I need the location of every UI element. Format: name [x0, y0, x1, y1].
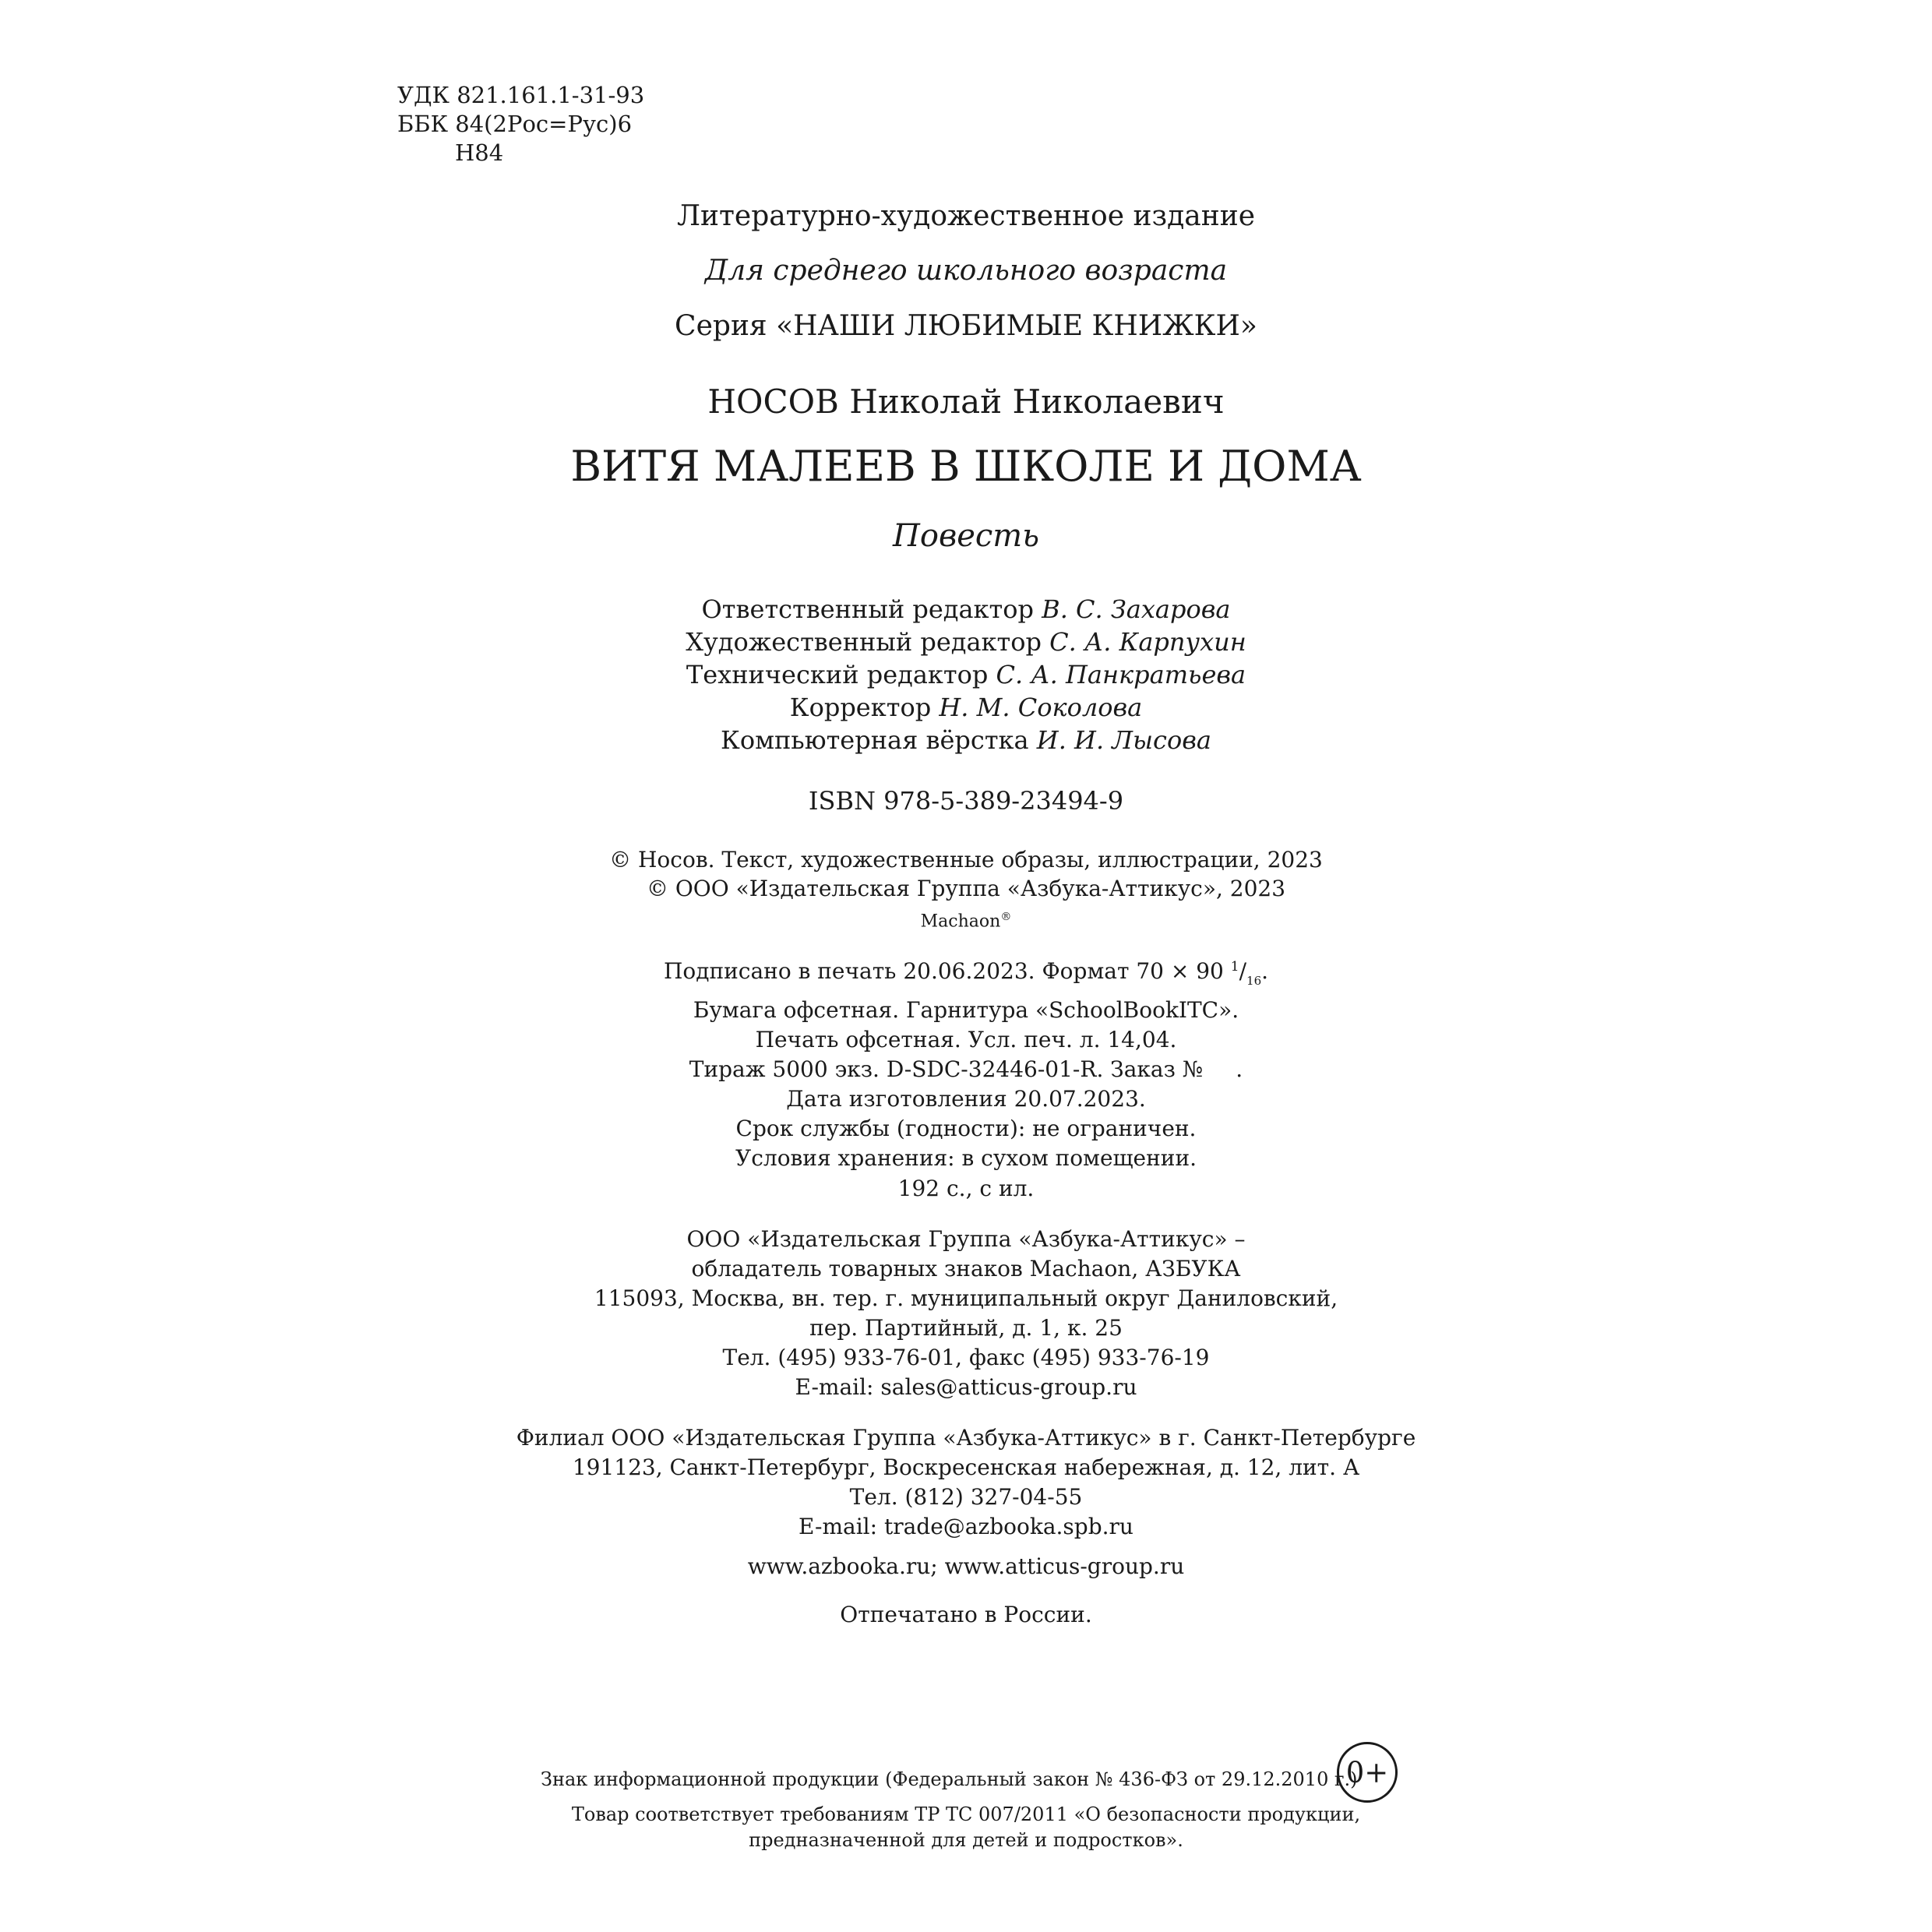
author-name: НОСОВ Николай Николаевич: [707, 383, 1225, 421]
brand-name: Machaon: [920, 911, 1001, 932]
credit-line: [0, 626, 1932, 658]
isbn: ISBN 978-5-389-23494-9: [808, 786, 1124, 816]
credit-person: С. А. Карпухин: [1049, 627, 1246, 657]
shelf-life-line: Срок службы (годности): не ограничен.: [735, 1116, 1197, 1141]
tr-compliance: [0, 1802, 1932, 1853]
copyright-block: [0, 845, 1932, 936]
credit-person: С. А. Панкратьева: [996, 660, 1246, 689]
publisher-address: пер. Партийный, д. 1, к. 25: [809, 1315, 1123, 1341]
paper-line: Бумага офсетная. Гарнитура «SchoolBookITC».: [693, 997, 1239, 1023]
age-group: Для среднего школьного возраста: [704, 255, 1228, 287]
credit-person: В. С. Захарова: [1042, 594, 1231, 624]
publisher-email: E-mail: sales@atticus-group.ru: [795, 1374, 1137, 1400]
format-denominator: 16: [1246, 974, 1262, 988]
series-name: Серия «НАШИ ЛЮБИМЫЕ КНИЖКИ»: [675, 310, 1257, 342]
credits-list: [0, 593, 1932, 756]
publisher-block: [0, 1225, 1932, 1402]
storage-line: Условия хранения: в сухом помещении.: [735, 1145, 1197, 1171]
branch-block: [0, 1423, 1932, 1542]
signed-line: Подписано в печать 20.06.2023. Формат 70 × 90 $^1/_{16}$.: [663, 958, 1269, 988]
format-numerator: 1: [1230, 959, 1239, 975]
credit-role: Художественный редактор: [686, 627, 1042, 657]
udk-code: УДК 821.161.1-31-93: [397, 82, 645, 108]
age-rating-badge: 0+: [1337, 1742, 1398, 1803]
print-line: Печать офсетная. Усл. печ. л. 14,04.: [755, 1027, 1177, 1052]
credit-line: [0, 724, 1932, 756]
bbk-code: ББК 84(2Рос=Рус)6: [397, 111, 633, 137]
publisher-line: обладатель товарных знаков Machaon, АЗБУКА: [691, 1256, 1241, 1282]
registered-mark: ®: [1000, 911, 1012, 923]
page-count: 192 с., с ил.: [897, 1176, 1035, 1201]
print-info-block: [0, 952, 1932, 1173]
websites: www.azbooka.ru; www.atticus-group.ru: [747, 1553, 1185, 1579]
run-text: Тираж 5000 экз. D-SDC-32446-01-R. Заказ №: [689, 1056, 1204, 1082]
book-title: ВИТЯ МАЛЕЕВ В ШКОЛЕ И ДОМА: [570, 442, 1362, 491]
credit-line: [0, 593, 1932, 626]
credit-line: [0, 658, 1932, 691]
signed-text: Подписано в печать 20.06.2023. Формат 70 × 90: [663, 958, 1224, 984]
publisher-line: ООО «Издательская Группа «Азбука-Аттикус» –: [686, 1226, 1246, 1252]
credit-line: [0, 691, 1932, 724]
branch-email: E-mail: trade@azbooka.spb.ru: [799, 1514, 1133, 1539]
credit-role: Компьютерная вёрстка: [721, 725, 1029, 755]
credit-role: Корректор: [789, 693, 932, 722]
branch-phone: Тел. (812) 327-04-55: [849, 1484, 1083, 1510]
credit-person: И. И. Лысова: [1036, 725, 1211, 755]
info-product-law: Знак информационной продукции (Федеральный закон № 436-ФЗ от 29.12.2010 г.): [541, 1768, 1358, 1790]
credit-person: Н. М. Соколова: [939, 693, 1143, 722]
credit-role: Ответственный редактор: [701, 594, 1034, 624]
publisher-address: 115093, Москва, вн. тер. г. муниципальный округ Даниловский,: [594, 1285, 1338, 1311]
copyright-text: © Носов. Текст, художественные образы, иллюстрации, 2023: [609, 847, 1323, 873]
run-line: Тираж 5000 экз. D-SDC-32446-01-R. Заказ № .: [689, 1056, 1243, 1082]
branch-address: 191123, Санкт-Петербург, Воскресенская набережная, д. 12, лит. А: [572, 1454, 1360, 1480]
publisher-phone: Тел. (495) 933-76-01, факс (495) 933-76-19: [722, 1345, 1210, 1370]
date-line: Дата изготовления 20.07.2023.: [786, 1086, 1146, 1112]
branch-line: Филиал ООО «Издательская Группа «Азбука-Аттикус» в г. Санкт-Петербурге: [516, 1425, 1416, 1451]
brand-line: [0, 903, 1932, 936]
catalog-codes: [397, 81, 644, 167]
copyright-publisher: © ООО «Издательская Группа «Азбука-Аттикус», 2023: [646, 876, 1286, 901]
credit-role: Технический редактор: [686, 660, 989, 689]
tr-line: предназначенной для детей и подростков».: [749, 1829, 1183, 1851]
tr-line: Товар соответствует требованиям ТР ТС 007/2011 «О безопасности продукции,: [571, 1803, 1361, 1825]
genre: Повесть: [892, 518, 1040, 554]
edition-kind: Литературно-художественное издание: [676, 200, 1256, 232]
printed-in: Отпечатано в России.: [840, 1602, 1092, 1627]
author-mark: Н84: [455, 139, 504, 166]
